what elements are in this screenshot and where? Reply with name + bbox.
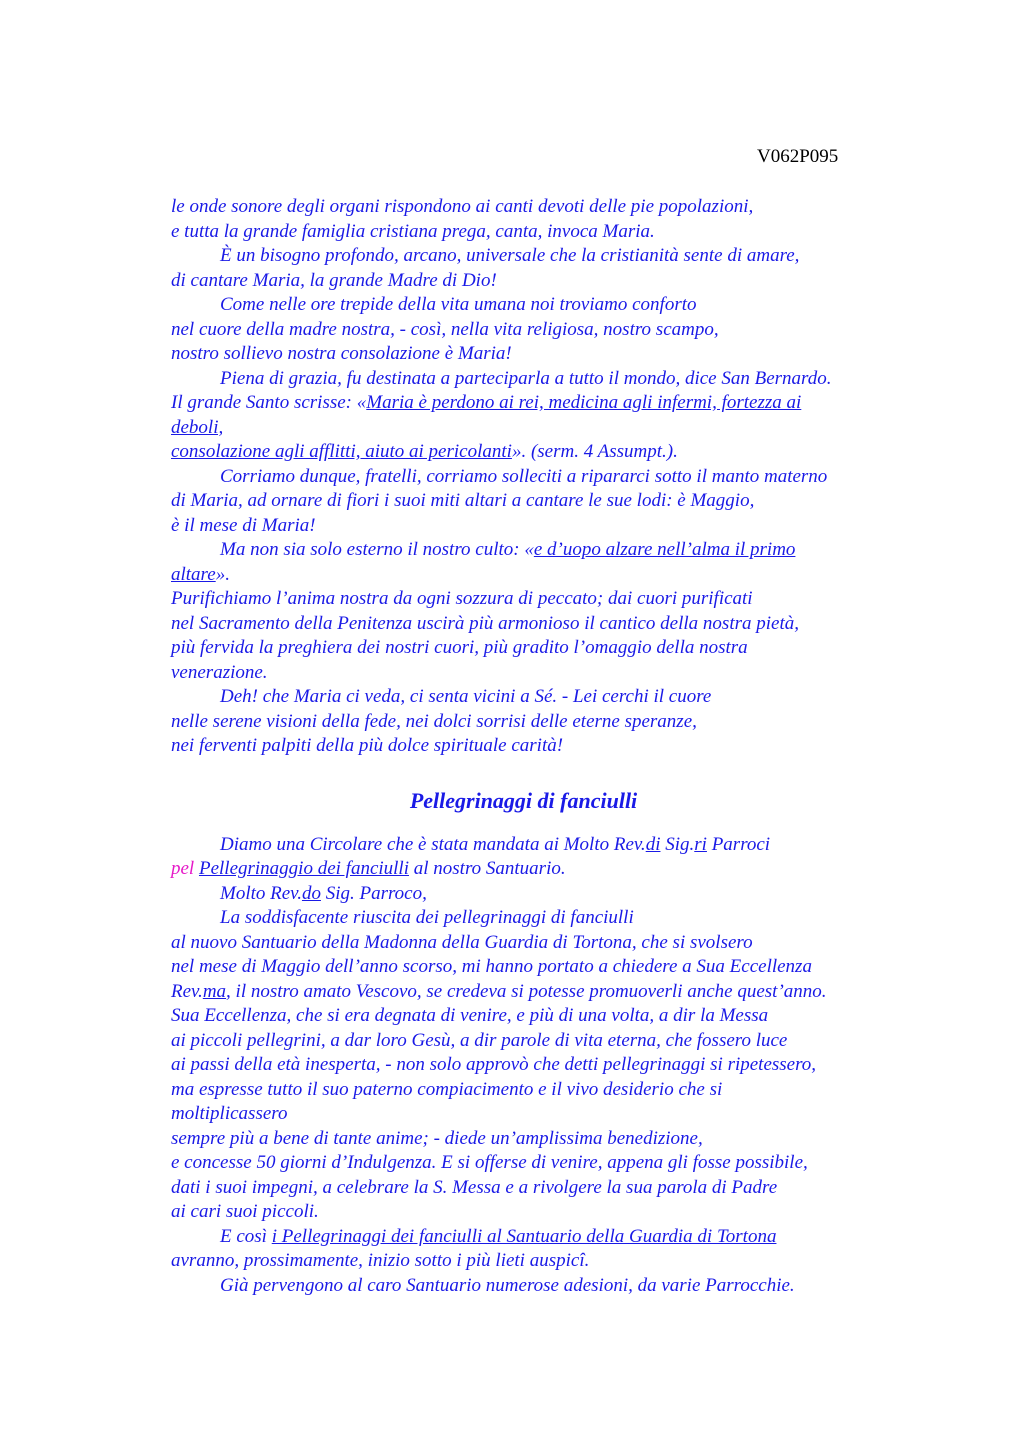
text-line: di Maria, ad ornare di fiori i suoi miti altari a cantare le sue lodi: è Maggio, (171, 490, 755, 511)
text-line: più fervida la preghiera dei nostri cuori, più gradito l’omaggio della nostra (171, 637, 748, 658)
link-underlined: i Pellegrinaggi dei fanciulli al Santuario della Guardia di Tortona (271, 1225, 777, 1247)
text-line (171, 538, 901, 563)
text-segment: al nostro Santuario. (409, 858, 566, 879)
text-line: La soddisfacente riuscita dei pellegrinaggi di fanciulli (220, 907, 634, 928)
link-underlined: Pellegrinaggio dei fanciulli (198, 858, 409, 879)
page-identifier: V062P095 (757, 146, 839, 167)
text-line: Corriamo dunque, fratelli, corriamo solleciti a ripararci sotto il manto materno (220, 465, 828, 487)
text-line (171, 857, 901, 882)
text-line: Deh! che Maria ci veda, ci senta vicini a Sé. - Lei cerchi il cuore (220, 686, 712, 707)
text-line: nei ferventi palpiti della più dolce spirituale carità! (171, 735, 564, 756)
abbrev-underlined: ma (202, 980, 227, 1002)
highlighted-word: pel (171, 858, 195, 879)
text-line: nostro sollievo nostra consolazione è Maria! (171, 343, 512, 364)
text-line: ai cari suoi piccoli. (171, 1201, 319, 1222)
text-line: ai piccoli pellegrini, a dar loro Gesù, a dir parole di vita eterna, che fossero luce (171, 1029, 788, 1051)
text-line: nelle serene visioni della fede, nei dolci sorrisi delle eterne speranze, (171, 710, 697, 732)
text-line: venerazione. (171, 661, 268, 683)
text-line: nel cuore della madre nostra, - così, nella vita religiosa, nostro scampo, (171, 318, 719, 340)
text-segment: E così (220, 1225, 272, 1247)
text-line: le onde sonore degli organi rispondono ai canti devoti delle pie popolazioni, (171, 196, 754, 217)
quote-underlined: consolazione agli afflitti, aiuto ai pericolanti (171, 441, 512, 462)
text-line: sempre più a bene di tante anime; - diede un’amplissima benedizione, (171, 1127, 703, 1149)
text-line: Purifichiamo l’anima nostra da ogni sozzura di peccato; dai cuori purificati (171, 588, 753, 609)
abbrev-underlined: do (301, 882, 321, 904)
text-segment: Sig. (660, 833, 695, 855)
text-line: nel mese di Maggio dell’anno scorso, mi hanno portato a chiedere a Sua Eccellenza (171, 956, 812, 977)
text-line (171, 563, 901, 588)
text-segment: Il grande Santo scrisse: « (171, 392, 367, 413)
text-line: Piena di grazia, fu destinata a parteciparla a tutto il mondo, dice San Bernardo. (220, 367, 832, 389)
document-body (171, 195, 901, 1298)
quote-underlined: e d’uopo alzare nell’alma il primo (533, 539, 796, 560)
text-line (171, 440, 901, 465)
text-line (171, 1225, 901, 1250)
text-line: e tutta la grande famiglia cristiana prega, canta, invoca Maria. (171, 220, 655, 242)
quote-underlined: deboli, (171, 416, 224, 438)
text-line: e concesse 50 giorni d’Indulgenza. E si offerse di venire, appena gli fosse possibile, (171, 1152, 808, 1173)
text-segment: Molto Rev. (220, 882, 302, 904)
text-line: moltiplicassero (171, 1103, 288, 1124)
text-segment: Ma non sia solo esterno il nostro culto: « (220, 539, 534, 560)
text-line: È un bisogno profondo, arcano, universale che la cristianità sente di amare, (220, 245, 800, 266)
text-line: avranno, prossimamente, inizio sotto i più lieti auspicî. (171, 1250, 590, 1271)
text-line: al nuovo Santuario della Madonna della Guardia di Tortona, che si svolsero (171, 931, 753, 953)
text-line (171, 833, 901, 858)
abbrev-underlined: ri (694, 833, 707, 855)
text-segment: Sig. Parroco, (320, 882, 427, 904)
text-segment: ». (serm. 4 Assumpt.). (511, 441, 678, 462)
text-line (171, 391, 901, 416)
text-line: Sua Eccellenza, che si era degnata di venire, e più di una volta, a dir la Messa (171, 1005, 769, 1026)
text-segment: , il nostro amato Vescovo, se credeva si potesse promuoverli anche quest’anno. (226, 980, 827, 1002)
text-segment: ». (215, 563, 230, 585)
text-segment: Diamo una Circolare che è stata mandata ai Molto Rev. (220, 833, 646, 855)
text-segment: Parroci (706, 833, 771, 855)
abbrev-underlined: di (645, 833, 661, 855)
text-line: dati i suoi impegni, a celebrare la S. Messa e a rivolgere la sua parola di Padre (171, 1176, 778, 1198)
text-line: ai passi della età inesperta, - non solo approvò che detti pellegrinaggi si ripetessero, (171, 1054, 817, 1075)
text-line: nel Sacramento della Penitenza uscirà più armonioso il cantico della nostra pietà, (171, 612, 799, 634)
section-title: Pellegrinaggi di fanciulli (409, 787, 638, 813)
text-line (171, 980, 901, 1005)
text-line: di cantare Maria, la grande Madre di Dio! (171, 269, 497, 291)
text-line (171, 882, 901, 907)
text-segment: Rev. (171, 980, 203, 1002)
quote-underlined: altare (171, 563, 216, 585)
text-line: Già pervengono al caro Santuario numerose adesioni, da varie Parrocchie. (220, 1274, 795, 1296)
text-line: ma espresse tutto il suo paterno compiacimento e il vivo desiderio che si (171, 1078, 723, 1100)
text-line: Come nelle ore trepide della vita umana noi troviamo conforto (220, 294, 697, 315)
text-line: è il mese di Maria! (171, 514, 316, 536)
text-line (171, 416, 901, 441)
quote-underlined: Maria è perdono ai rei, medicina agli infermi, fortezza ai (366, 392, 802, 413)
